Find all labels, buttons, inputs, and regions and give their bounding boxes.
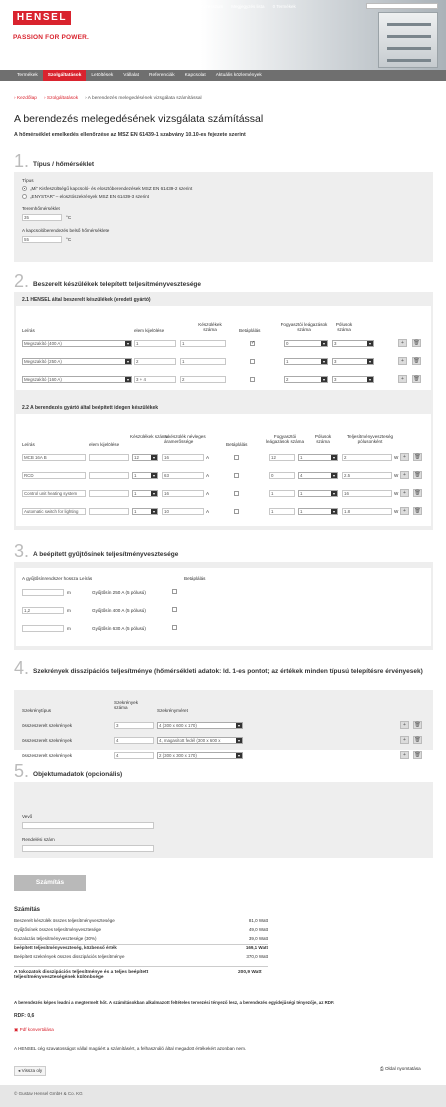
- add-row-button[interactable]: +: [400, 736, 409, 744]
- print-icon: ⎙: [380, 1066, 385, 1071]
- cabinet-header-type: Szekrénytípus: [22, 708, 52, 713]
- buyer-label: Vevő: [22, 814, 33, 819]
- pdf-convert-link[interactable]: ▣ Pdf konvertálása: [14, 1027, 54, 1032]
- t2-header-poles: Pólusok száma: [314, 434, 332, 444]
- result-row-label: Gyűjtősínek összes teljesítményvesztesége: [14, 927, 102, 932]
- delete-row-icon[interactable]: 🗑: [413, 358, 420, 364]
- t1-elem-input[interactable]: 2: [134, 358, 176, 365]
- busbar-unit: m: [67, 626, 71, 631]
- rdf-value: RDF: 0,6: [14, 1013, 35, 1019]
- top-nav-notes[interactable]: Megjegyzés lista: [231, 4, 265, 9]
- pdf-icon: ▣: [14, 1027, 20, 1032]
- delete-row-icon[interactable]: 🗑: [414, 490, 421, 496]
- result-title: Számítás: [14, 907, 41, 913]
- search-input[interactable]: [366, 3, 438, 9]
- delete-row-icon[interactable]: 🗑: [414, 752, 421, 758]
- section-4-heading: 4. Szekrények disszipációs teljesítménye (hőmérsékleti adatok: ld. 1-es pontot; az értékek minden típusú telepítésre érvényesek): [14, 658, 423, 678]
- add-row-button[interactable]: +: [398, 339, 407, 347]
- t1-branches-select[interactable]: 1 ▾: [284, 358, 328, 365]
- add-row-button[interactable]: +: [398, 357, 407, 365]
- top-nav-sitemap[interactable]: Térkép: [176, 4, 191, 9]
- cabinet-header-size: Szekrényméret: [157, 708, 188, 713]
- result-note: A berendezés képes leadni a megtermelt hőt. A számításokban alkalmazott feltételes tervezési tényező lesz, a berendezés egyidejűségi tényezője, az RDF.: [14, 1000, 335, 1005]
- top-nav: [150, 4, 296, 9]
- section-3-box: [14, 562, 433, 650]
- t2-current-unit: A: [206, 509, 210, 514]
- t1-poles-select[interactable]: 3 ▾: [332, 358, 374, 365]
- breadcrumb-current: › A berendezés melegedésének vizsgálata számítással: [85, 96, 202, 101]
- t2-count-select[interactable]: 12 ▾: [132, 454, 158, 461]
- result-row: [14, 918, 268, 923]
- result-divider: [14, 944, 268, 945]
- t2-current-unit: A: [206, 491, 210, 496]
- order-number-input[interactable]: [22, 845, 154, 852]
- t1-desc-select[interactable]: Megszakító (250 A) ▾: [22, 358, 132, 365]
- nav-company[interactable]: Vállalat: [123, 73, 139, 78]
- nav-products[interactable]: Termékek: [17, 73, 38, 78]
- add-row-button[interactable]: +: [400, 721, 409, 729]
- delete-row-icon[interactable]: 🗑: [414, 737, 421, 743]
- busbar-length-input[interactable]: [22, 625, 64, 632]
- cabinet-header-count: Szekrények száma: [114, 700, 139, 710]
- add-row-button[interactable]: +: [400, 507, 409, 515]
- t2-loss-input[interactable]: 2: [342, 454, 392, 461]
- t1-branches-select[interactable]: 2 ▾: [284, 376, 328, 383]
- delete-row-icon[interactable]: 🗑: [414, 508, 421, 514]
- delete-row-icon[interactable]: 🗑: [414, 722, 421, 728]
- page-subtitle: A hőmérséklet emelkedés ellenőrzése az MSZ EN 61439-1 szabvány 10.10-es fejezete szerint: [14, 132, 246, 138]
- t1-desc-select[interactable]: Megszakító (400 A) ▾: [22, 340, 132, 347]
- t2-loss-unit: W: [394, 491, 399, 496]
- breadcrumb: [14, 96, 202, 101]
- nav-contact[interactable]: Kapcsolat: [184, 73, 206, 78]
- section-2-box: [14, 292, 433, 530]
- copyright: © Gustav Hensel GmbH & Co. KG: [14, 1091, 83, 1096]
- footer: [0, 1085, 446, 1107]
- t2-header-branches: Fogyasztói leágazások száma: [265, 434, 305, 444]
- main-nav: [0, 70, 446, 81]
- cabinet-size-select[interactable]: 2 (300 x 300 x 170) ▾: [157, 752, 243, 759]
- t2-poles-select[interactable]: 1 ▾: [298, 508, 338, 515]
- t1-header-feed: Betáplálás: [239, 328, 261, 333]
- t2-feed-checkbox[interactable]: [234, 509, 239, 514]
- t1-desc-select[interactable]: Megszakító (160 A) ▾: [22, 376, 132, 383]
- t1-feed-checkbox[interactable]: [250, 377, 255, 382]
- t2-current-input[interactable]: 10: [162, 508, 204, 515]
- t2-loss-input[interactable]: 2.5: [342, 472, 392, 479]
- t1-count-input[interactable]: 2: [180, 376, 226, 383]
- section-3-heading: 3. A beépített gyűjtősínek teljesítményvesztesége: [14, 541, 179, 561]
- result-row: [14, 945, 268, 950]
- buyer-input[interactable]: [22, 822, 154, 829]
- cabinet-count-input[interactable]: 4: [114, 752, 154, 759]
- cabinet-type: összeszerelt szekrények: [22, 738, 73, 743]
- inner-temp-unit: °C: [66, 237, 72, 242]
- cabinet-type: összeszerelt szekrények: [22, 753, 73, 758]
- section-4-box: [14, 690, 433, 758]
- header-product-image: [378, 12, 438, 68]
- section-2-heading: 2. Beszerelt készülékek telepített teljesítményvesztesége: [14, 271, 202, 291]
- busbar-desc: Gyűjtősín 630 A (5 pólusú): [92, 626, 146, 631]
- t2-elem-input[interactable]: [89, 508, 129, 515]
- delete-row-icon[interactable]: 🗑: [414, 454, 421, 460]
- result-row-label: Beépített szekrények összes disszipációs teljesítménye: [14, 954, 125, 959]
- t1-elem-input[interactable]: 1: [134, 340, 176, 347]
- delete-row-icon[interactable]: 🗑: [413, 340, 420, 346]
- top-nav-imprint[interactable]: Impresszum: [198, 4, 224, 9]
- cabinet-type: összeszerelt szekrények: [22, 723, 73, 728]
- cabinet-count-input[interactable]: 4: [114, 737, 154, 744]
- busbar-length-input[interactable]: [22, 589, 64, 596]
- section-1-heading: 1. Típus / hőmérséklet: [14, 151, 95, 171]
- subsection-2-1-title: 2.1 HENSEL által beszerelt készülékek (eredeti gyártó): [22, 297, 151, 303]
- t1-header-poles: Pólusok száma: [335, 322, 353, 332]
- print-page-link[interactable]: ⎙ Oldal nyomtatása: [380, 1066, 421, 1071]
- t2-elem-input[interactable]: [89, 490, 129, 497]
- result-row-value: 370,0 Watt: [246, 954, 268, 959]
- nav-services[interactable]: Szolgáltatások: [43, 70, 87, 81]
- t2-loss-unit: W: [394, 509, 399, 514]
- t2-loss-input[interactable]: 16: [342, 490, 392, 497]
- t2-header-current: A készülék névleges áramerőssége: [164, 434, 206, 444]
- busbar-desc: Gyűjtősín 400 A (5 pólusú): [92, 608, 146, 613]
- busbar-unit: m: [67, 608, 71, 613]
- t2-elem-input[interactable]: [89, 454, 129, 461]
- top-nav-home[interactable]: Kezdőlap: [150, 4, 169, 9]
- section-5-heading: 5. Objektumadatok (opcionális): [14, 761, 123, 781]
- room-temp-label: Teremhőmérséklet: [22, 206, 60, 211]
- calculate-button[interactable]: Számítás: [14, 875, 86, 891]
- busbar-length-input[interactable]: 1,2: [22, 607, 64, 614]
- header: [0, 0, 446, 70]
- back-icon: ◂: [18, 1068, 22, 1073]
- t2-header-count: Készülékek száma: [130, 434, 169, 439]
- busbar-header-feed: Betáplálás: [184, 576, 206, 581]
- subsection-2-2-title: 2.2 A berendezés gyártó által beépített idegen készülékek: [22, 405, 159, 411]
- t2-desc-input[interactable]: Control unit heating system: [22, 490, 86, 497]
- result-row-value: 169,1 Watt: [245, 945, 268, 950]
- cabinet-count-input[interactable]: 3: [114, 722, 154, 729]
- add-row-button[interactable]: +: [400, 453, 409, 461]
- t2-count-select[interactable]: 1 ▾: [132, 490, 158, 497]
- add-row-button[interactable]: +: [400, 471, 409, 479]
- t2-desc-input[interactable]: RCD: [22, 472, 86, 479]
- t2-header-elem: elem kijelölése: [89, 442, 120, 447]
- busbar-header-length: A gyűjtősínrendszer hossza Leírás: [22, 576, 93, 581]
- t2-count-select[interactable]: 1 ▾: [132, 508, 158, 515]
- t1-header-elem: elem kijelölése: [134, 328, 165, 333]
- inner-temp-input[interactable]: 55: [22, 236, 62, 243]
- t2-loss-unit: W: [394, 473, 399, 478]
- t2-current-input[interactable]: 63: [162, 472, 204, 479]
- back-button[interactable]: ◂ Vissza oly: [14, 1066, 46, 1076]
- top-nav-products[interactable]: 0 Termékek: [272, 4, 296, 9]
- t2-elem-input[interactable]: [89, 472, 129, 479]
- busbar-desc: Gyűjtősín 250 A (5 pólusú): [92, 590, 146, 595]
- t1-count-input[interactable]: 1: [180, 358, 226, 365]
- t1-poles-select[interactable]: 3 ▾: [332, 340, 374, 347]
- t1-header-count: Készülékek száma: [198, 322, 222, 332]
- result-row-label: Ikozalozás teljesítményvesztesége (30%): [14, 936, 97, 941]
- t2-loss-unit: W: [394, 455, 399, 460]
- type-option-enystar: „ENYSTAR" – elosztószekrények MSZ EN 61439-3 szerint: [30, 194, 149, 199]
- t2-feed-checkbox[interactable]: [234, 455, 239, 460]
- nav-downloads[interactable]: Letöltések: [91, 73, 114, 78]
- result-row: [14, 954, 268, 959]
- add-row-button[interactable]: +: [398, 375, 407, 383]
- breadcrumb-services[interactable]: › Szolgáltatások: [43, 96, 79, 101]
- t2-branches-input[interactable]: 0: [269, 472, 295, 479]
- result-row-label: beépített teljesítményveszteség, közbenső érték: [14, 945, 117, 950]
- result-row-value: 49,0 Watt: [248, 927, 268, 932]
- result-row-value: 39,0 Watt: [248, 936, 268, 941]
- t2-current-input[interactable]: 16: [162, 490, 204, 497]
- claim: PASSION FOR POWER.: [13, 34, 90, 41]
- t2-poles-select[interactable]: 1 ▾: [298, 490, 338, 497]
- t1-branches-select[interactable]: 0 ▾: [284, 340, 328, 347]
- t2-current-input[interactable]: 16: [162, 454, 204, 461]
- section-5-box: [14, 782, 433, 858]
- add-row-button[interactable]: +: [400, 489, 409, 497]
- result-row: [14, 927, 268, 932]
- busbar-feed-checkbox[interactable]: [172, 589, 177, 594]
- t2-desc-input[interactable]: MCB 16A B: [22, 454, 86, 461]
- t2-loss-input[interactable]: 1.8: [342, 508, 392, 515]
- add-row-button[interactable]: +: [400, 751, 409, 759]
- t2-feed-checkbox[interactable]: [234, 491, 239, 496]
- t2-count-select[interactable]: 1 ▾: [132, 472, 158, 479]
- page-title: A berendezés melegedésének vizsgálata számítással: [14, 113, 264, 125]
- room-temp-input[interactable]: 35: [22, 214, 62, 221]
- t2-feed-checkbox[interactable]: [234, 473, 239, 478]
- t1-feed-checkbox[interactable]: [250, 359, 255, 364]
- type-option-mi: „Mi" Kisfeszültségű kapcsoló- és elosztóberendezések MSZ EN 61439-2 szerint: [30, 186, 193, 191]
- t1-elem-input[interactable]: 3 + 4: [134, 376, 176, 383]
- result-final-label: A tokozatok disszipációs teljesítménye és a teljes beépített teljesítményveszteségének különbsége: [14, 970, 149, 980]
- t1-poles-select[interactable]: 3 ▾: [332, 376, 374, 383]
- result-row: [14, 936, 268, 941]
- breadcrumb-home[interactable]: › Kezdőlap: [14, 96, 37, 101]
- t2-current-unit: A: [206, 455, 210, 460]
- room-temp-unit: °C: [66, 215, 72, 220]
- disclaimer: A HENSEL cég szavatosságot vállal magáért a számításért, a felhasználó által megadott értékekért azonban nem.: [14, 1046, 247, 1051]
- order-number-label: Rendelési szám: [22, 837, 55, 842]
- nav-references[interactable]: Referenciák: [149, 73, 175, 78]
- busbar-feed-checkbox[interactable]: [172, 607, 177, 612]
- t1-header-branches: Fogyasztói leágazások száma: [280, 322, 328, 332]
- t2-branches-input[interactable]: 12: [269, 454, 295, 461]
- t2-header-loss: Teljesítményveszteség pólusonként: [346, 434, 394, 444]
- t1-feed-checkbox[interactable]: [250, 341, 255, 346]
- result-row-label: Beszerelt készülék összes teljesítményvesztesége: [14, 918, 115, 923]
- busbar-feed-checkbox[interactable]: [172, 625, 177, 630]
- t2-header-feed: Betáplálás: [226, 442, 248, 447]
- type-radio-mi[interactable]: [22, 186, 27, 191]
- nav-news[interactable]: Aktuális közlemények: [215, 73, 262, 78]
- section-1-box: [14, 172, 433, 262]
- delete-row-icon[interactable]: 🗑: [414, 472, 421, 478]
- busbar-unit: m: [67, 590, 71, 595]
- t2-branches-input[interactable]: 1: [269, 508, 295, 515]
- cabinet-size-select[interactable]: 4, magasított fedél (300 x 600 x ▾: [157, 737, 243, 744]
- result-row-value: 81,0 Watt: [248, 918, 268, 923]
- t2-poles-select[interactable]: 4 ▾: [298, 472, 338, 479]
- t2-current-unit: A: [206, 473, 210, 478]
- t2-desc-input[interactable]: Automatic switch for lighting: [22, 508, 86, 515]
- t2-poles-select[interactable]: 1 ▾: [298, 454, 338, 461]
- t2-branches-input[interactable]: 1: [269, 490, 295, 497]
- delete-row-icon[interactable]: 🗑: [413, 376, 420, 382]
- t1-header-desc: Leírás: [22, 328, 35, 333]
- type-label: Típus: [22, 178, 34, 183]
- cabinet-size-select[interactable]: 4 (300 x 600 x 170) ▾: [157, 722, 243, 729]
- hensel-logo[interactable]: HENSEL: [13, 11, 71, 25]
- t1-count-input[interactable]: 1: [180, 340, 226, 347]
- type-radio-enystar[interactable]: [22, 194, 27, 199]
- t2-header-desc: Leírás: [22, 442, 35, 447]
- inner-temp-label: A kapcsolóberendezés belső hőmérséklete: [22, 228, 110, 233]
- result-final-value: 200,9 Watt: [238, 970, 262, 975]
